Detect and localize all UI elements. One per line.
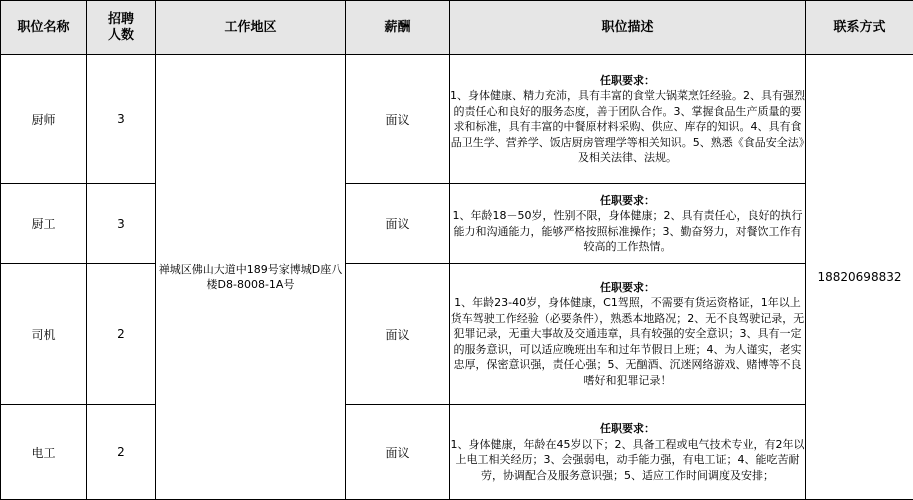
table-row — [1, 184, 913, 264]
count-cell: 2 — [87, 405, 156, 500]
requirement-text: 1、年龄23-40岁，身体健康，C1驾照，不需要有货运资格证，1年以上货车驾驶工作经验（必要条件），熟悉本地路况；2、无不良驾驶记录，无犯罪记录，无重大事故及交通违章，具有较强的安全意识；3、具有一定的服务意识，可以适应晚班出车和过年节假日上班；4、为人谨实，老实忠厚，保密意识强，责任心强；5、无酗酒、沉迷网络游戏、赌博等不良嗜好和犯罪记录！ — [450, 295, 805, 388]
description-cell — [450, 55, 806, 184]
count-cell: 3 — [87, 55, 156, 184]
requirement-title: 任职要求： — [450, 193, 805, 209]
header-contact: 联系方式 — [806, 1, 913, 55]
header-count-label: 招聘人数 — [107, 12, 136, 44]
count-cell: 3 — [87, 184, 156, 264]
position-cell: 电工 — [1, 405, 87, 500]
position-cell: 司机 — [1, 264, 87, 405]
position-cell: 厨工 — [1, 184, 87, 264]
header-salary: 薪酬 — [346, 1, 450, 55]
salary-cell: 面议 — [346, 184, 450, 264]
position-cell: 厨师 — [1, 55, 87, 184]
count-cell: 2 — [87, 264, 156, 405]
location-cell: 禅城区佛山大道中189号家博城D座八楼D8-8008-1A号 — [156, 55, 346, 500]
header-description: 职位描述 — [450, 1, 806, 55]
header-position: 职位名称 — [1, 1, 87, 55]
requirement-text: 1、身体健康、精力充沛，具有丰富的食堂大锅菜烹饪经验。2、具有强烈的责任心和良好的服务态度，善于团队合作。3、掌握食品生产质量的要求和标准，具有丰富的中餐原材料采购、供应、库存的知识。4、具有食品卫生学、营养学、饭店厨房管理学等相关知识。5、熟悉《食品安全法》及相关法律、法规。 — [450, 88, 805, 166]
description-cell — [450, 184, 806, 264]
description-cell — [450, 264, 806, 405]
requirement-title: 任职要求： — [450, 73, 805, 89]
requirement-text: 1、身体健康，年龄在45岁以下；2、具备工程或电气技术专业，有2年以上电工相关经历；3、会强弱电，动手能力强，有电工证；4、能吃苦耐劳，协调配合及服务意识强；5、适应工作时间调度及安排； — [450, 437, 805, 484]
salary-cell: 面议 — [346, 264, 450, 405]
salary-cell: 面议 — [346, 405, 450, 500]
table-row — [1, 55, 913, 184]
table-header-row — [1, 1, 913, 55]
description-cell — [450, 405, 806, 500]
table-row — [1, 405, 913, 500]
salary-cell: 面议 — [346, 55, 450, 184]
header-count — [87, 1, 156, 55]
header-location: 工作地区 — [156, 1, 346, 55]
contact-cell: 18820698832 — [806, 55, 913, 500]
table-row — [1, 264, 913, 405]
requirement-title: 任职要求： — [450, 421, 805, 437]
requirement-text: 1、年龄18－50岁，性别不限，身体健康；2、具有责任心，良好的执行能力和沟通能力，能够严格按照标准操作；3、勤奋努力，对餐饮工作有较高的工作热情。 — [450, 208, 805, 255]
requirement-title: 任职要求： — [450, 280, 805, 296]
